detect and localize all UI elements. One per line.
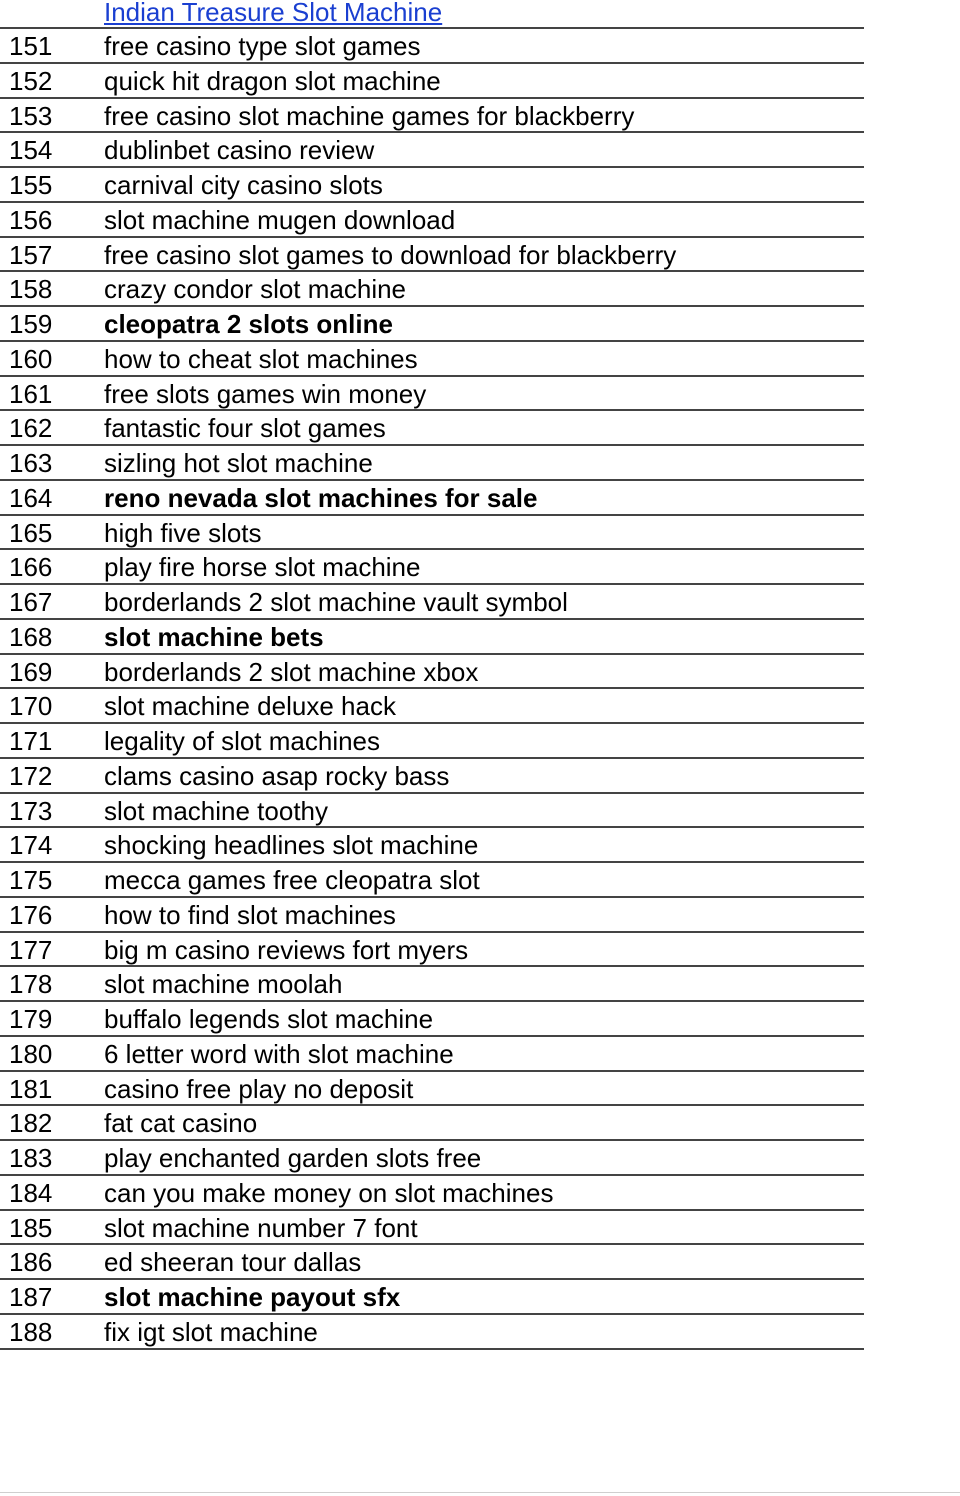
- list-item: [0, 585, 864, 620]
- list-item: [0, 1002, 864, 1037]
- list-item: [0, 272, 864, 307]
- item-number: 184: [9, 1177, 53, 1208]
- item-text: cleopatra 2 slots online: [104, 309, 393, 339]
- list-item: [0, 620, 864, 655]
- item-number: 186: [9, 1247, 53, 1278]
- item-text: slot machine deluxe hack: [104, 691, 396, 722]
- item-number: 179: [9, 1004, 53, 1034]
- item-number: 162: [9, 413, 53, 444]
- list-item: [0, 1211, 864, 1246]
- item-number: 182: [9, 1108, 53, 1139]
- item-text: slot machine number 7 font: [104, 1212, 418, 1243]
- item-text: clams casino asap rocky bass: [104, 760, 450, 791]
- item-number: 165: [9, 517, 53, 548]
- item-text: free casino type slot games: [104, 31, 421, 61]
- item-text: slot machine payout sfx: [104, 1282, 401, 1312]
- item-number: 170: [9, 691, 53, 722]
- item-number: 187: [9, 1282, 53, 1312]
- item-number: 154: [9, 135, 53, 166]
- list-item: [0, 446, 864, 481]
- list-item: [0, 133, 864, 168]
- page-bottom-divider: [0, 1492, 960, 1493]
- item-text: dublinbet casino review: [104, 135, 375, 166]
- item-number: 160: [9, 343, 53, 374]
- item-text: slot machine toothy: [104, 795, 329, 826]
- item-text: fix igt slot machine: [104, 1316, 318, 1347]
- list-item: [0, 481, 864, 516]
- item-text: borderlands 2 slot machine vault symbol: [104, 587, 568, 617]
- item-number: 152: [9, 65, 53, 96]
- list-item: [0, 99, 864, 134]
- header-link[interactable]: Indian Treasure Slot Machine: [104, 0, 443, 27]
- item-text: borderlands 2 slot machine xbox: [104, 656, 479, 687]
- item-text: slot machine mugen download: [104, 204, 456, 235]
- item-number: 167: [9, 587, 53, 617]
- list-item: [0, 238, 864, 273]
- item-text: slot machine moolah: [104, 969, 343, 1000]
- item-number: 166: [9, 552, 53, 583]
- list-rows: [0, 29, 864, 1350]
- item-number: 177: [9, 934, 53, 965]
- list-item: [0, 1176, 864, 1211]
- item-text: fat cat casino: [104, 1108, 258, 1139]
- list-item: [0, 1315, 864, 1350]
- item-text: how to find slot machines: [104, 899, 396, 930]
- item-text: how to cheat slot machines: [104, 343, 418, 374]
- item-number: 185: [9, 1212, 53, 1243]
- list-item: [0, 1245, 864, 1280]
- list-item: [0, 1141, 864, 1176]
- list-item: [0, 516, 864, 551]
- list-item: [0, 724, 864, 759]
- item-number: 164: [9, 482, 53, 513]
- list-item: [0, 29, 864, 64]
- item-number: 188: [9, 1316, 53, 1347]
- list-item: [0, 655, 864, 690]
- list-item: [0, 933, 864, 968]
- item-number: 178: [9, 969, 53, 1000]
- list-header-row: [0, 0, 864, 29]
- list-item: [0, 342, 864, 377]
- item-number: 174: [9, 830, 53, 861]
- item-text: mecca games free cleopatra slot: [104, 865, 480, 895]
- list-item: [0, 203, 864, 238]
- list-item: [0, 863, 864, 898]
- item-text: high five slots: [104, 517, 262, 548]
- list-item: [0, 377, 864, 412]
- list-item: [0, 1037, 864, 1072]
- list-item: [0, 898, 864, 933]
- list-item: [0, 1072, 864, 1107]
- list-item: [0, 689, 864, 724]
- item-number: 159: [9, 309, 53, 339]
- item-text: quick hit dragon slot machine: [104, 65, 441, 96]
- item-number: 155: [9, 170, 53, 200]
- item-text: shocking headlines slot machine: [104, 830, 479, 861]
- list-item: [0, 967, 864, 1002]
- item-text: play fire horse slot machine: [104, 552, 421, 583]
- item-text: reno nevada slot machines for sale: [104, 482, 538, 513]
- item-number: 169: [9, 656, 53, 687]
- item-text: big m casino reviews fort myers: [104, 934, 469, 965]
- item-number: 151: [9, 31, 53, 61]
- item-text: crazy condor slot machine: [104, 274, 407, 305]
- item-number: 168: [9, 621, 53, 652]
- item-text: free casino slot games to download for blackberry: [104, 239, 677, 270]
- list-item: [0, 550, 864, 585]
- item-text: casino free play no deposit: [104, 1073, 414, 1104]
- list-item: [0, 1280, 864, 1315]
- item-number: 173: [9, 795, 53, 826]
- item-text: ed sheeran tour dallas: [104, 1247, 362, 1278]
- item-text: sizling hot slot machine: [104, 448, 373, 478]
- item-text: carnival city casino slots: [104, 170, 383, 200]
- item-number: 171: [9, 726, 53, 756]
- item-number: 180: [9, 1038, 53, 1069]
- item-number: 158: [9, 274, 53, 305]
- item-text: play enchanted garden slots free: [104, 1143, 482, 1173]
- item-number: 181: [9, 1073, 53, 1104]
- item-number: 175: [9, 865, 53, 895]
- item-number: 172: [9, 760, 53, 791]
- list-item: [0, 1106, 864, 1141]
- item-number: 161: [9, 378, 53, 409]
- item-number: 156: [9, 204, 53, 235]
- item-number: 176: [9, 899, 53, 930]
- item-text: fantastic four slot games: [104, 413, 386, 444]
- item-text: legality of slot machines: [104, 726, 381, 756]
- list-item: [0, 759, 864, 794]
- item-text: buffalo legends slot machine: [104, 1004, 434, 1034]
- list-item: [0, 168, 864, 203]
- item-number: 153: [9, 100, 53, 131]
- list-item: [0, 794, 864, 829]
- item-text: slot machine bets: [104, 621, 324, 652]
- list-item: [0, 307, 864, 342]
- item-text: free casino slot machine games for blackberry: [104, 100, 635, 131]
- item-text: can you make money on slot machines: [104, 1177, 554, 1208]
- item-text: 6 letter word with slot machine: [104, 1038, 454, 1069]
- item-number: 183: [9, 1143, 53, 1173]
- list-item: [0, 64, 864, 99]
- list-item: [0, 828, 864, 863]
- item-number: 157: [9, 239, 53, 270]
- list-item: [0, 411, 864, 446]
- item-text: free slots games win money: [104, 378, 427, 409]
- item-number: 163: [9, 448, 53, 478]
